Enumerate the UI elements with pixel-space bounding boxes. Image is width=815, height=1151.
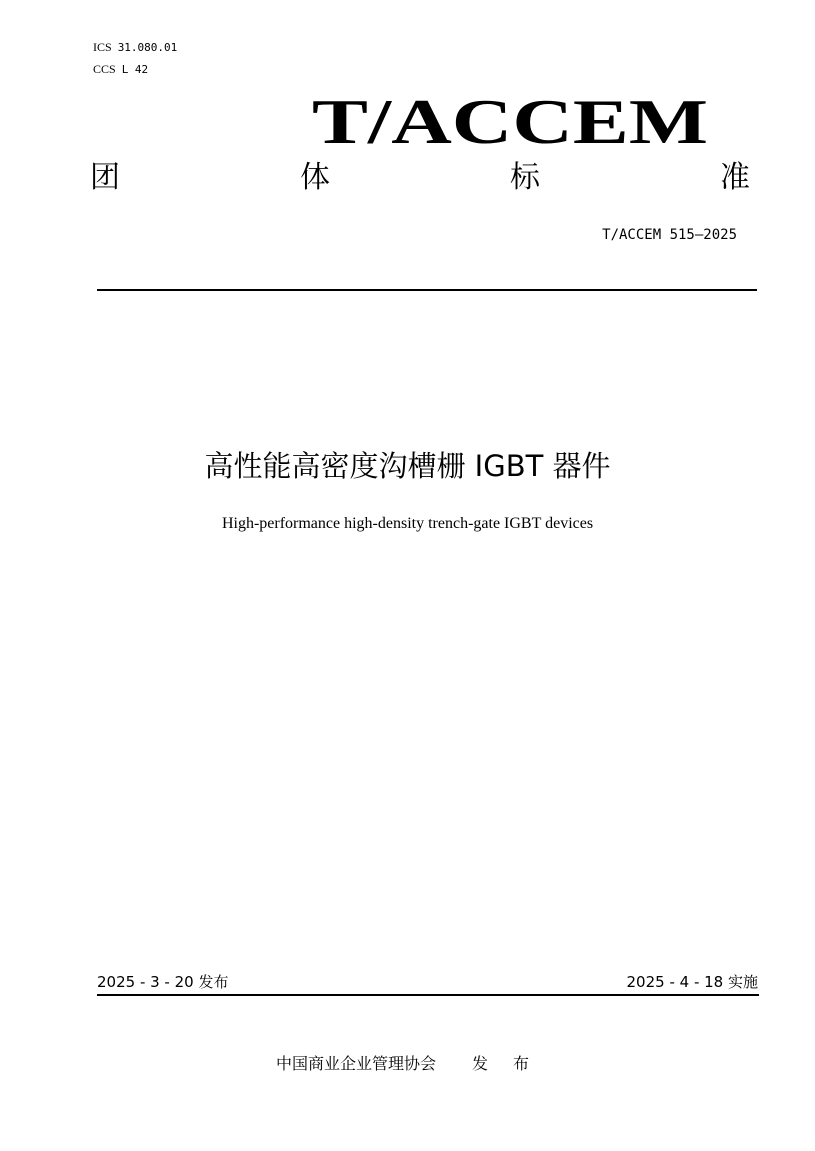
- standard-logo-graphic: [310, 82, 710, 152]
- category-char-2: 体: [300, 160, 330, 195]
- issue-date: 2025 - 3 - 20 发布: [97, 973, 229, 991]
- ics-code: [93, 40, 177, 55]
- standard-category: [90, 158, 750, 198]
- category-char-3: 标: [510, 160, 540, 195]
- standard-number: T/ACCEM 515—2025: [602, 227, 737, 243]
- category-char-4: 准: [720, 160, 750, 195]
- ccs-value: L 42: [121, 63, 149, 76]
- category-char-1: 团: [90, 160, 120, 195]
- publisher-line: [0, 1054, 815, 1074]
- bottom-divider: [97, 994, 759, 996]
- implementation-date: 2025 - 4 - 18 实施: [626, 973, 758, 991]
- publisher-action: 发 布: [471, 1054, 540, 1073]
- title-english: High-performance high-density trench-gate IGBT devices: [221, 515, 594, 532]
- ccs-code: [93, 62, 148, 77]
- ics-label: ICS: [93, 40, 112, 54]
- standard-logo: [310, 82, 710, 152]
- ccs-label: CCS: [93, 62, 116, 76]
- publisher-name: 中国商业企业管理协会: [275, 1054, 436, 1073]
- top-divider: [97, 289, 757, 291]
- title-chinese: 高性能高密度沟槽栅 IGBT 器件: [204, 449, 611, 483]
- ics-value: 31.080.01: [117, 41, 178, 54]
- logo-text: T/ACCEM: [312, 86, 708, 152]
